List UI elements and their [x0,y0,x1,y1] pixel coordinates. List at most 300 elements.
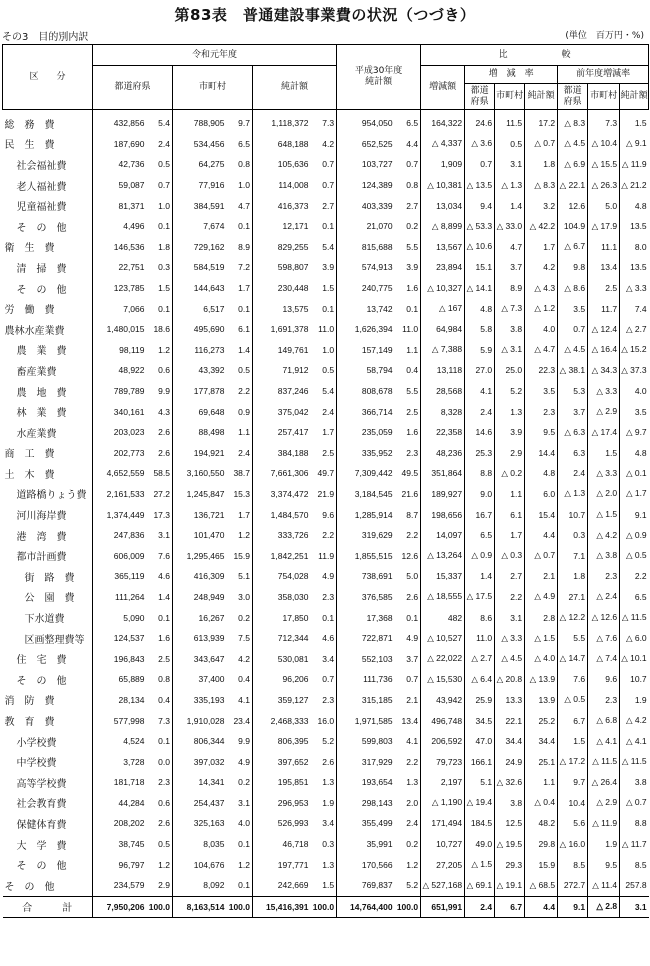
table-cell: △ 2.8 [588,896,620,918]
table-cell: △ 15.2 [620,340,649,361]
row-label: 社会福祉費 [16,160,67,172]
table-cell: 335,193 [173,690,227,711]
table-cell: 7.3 [588,110,620,134]
header-prefecture: 都道府県 [93,66,173,110]
table-cell: 21.6 [401,488,419,499]
table-cell: 0.4 [158,694,170,705]
table-cell: △ 13.9 [525,669,558,690]
table-cell: 111,736 [337,669,395,690]
table-cell: 5.2 [322,736,335,747]
table-cell: 7,309,442 [337,463,395,484]
table-cell: 38,745 [93,834,147,855]
table-cell: 1.2 [158,859,170,870]
table-cell: 3.4 [322,818,335,829]
table-row [3,545,649,566]
row-label: 総 務 費 [4,119,55,131]
table-row [3,381,649,402]
table-cell: 3.1 [238,797,250,808]
header-sub-muni-prev: 市町村 [588,84,620,110]
table-cell: 247,836 [93,525,147,546]
table-cell: 0.9 [238,406,250,417]
table-cell: 954,050 [337,110,395,134]
row-label: そ の 他 [16,284,67,296]
table-cell: 5.2 [495,381,525,402]
table-cell: △ 4.1 [620,731,649,752]
table-cell: 164,322 [421,110,465,134]
table-cell: 4.2 [525,257,558,278]
table-cell: 3.7 [406,653,419,664]
table-cell: 2.3 [406,447,419,458]
table-cell: △ 1.5 [465,854,495,875]
table-cell: 3.2 [525,195,558,216]
table-cell: △ 17.2 [558,751,588,772]
table-cell: 16,267 [173,607,227,628]
table-cell: △ 0.3 [495,545,525,566]
table-cell: 0.3 [322,839,335,850]
table-cell: △ 8,899 [421,216,465,237]
table-cell: △ 68.5 [525,875,558,896]
table-cell: △ 15.5 [588,154,620,175]
table-cell: 729,162 [173,237,227,258]
table-cell: 0.5 [158,839,170,850]
table-cell: △ 22.1 [558,175,588,196]
table-cell: 1.7 [495,525,525,546]
table-cell: 0.7 [322,674,335,685]
table-cell: 13,575 [253,298,311,319]
table-cell: 10.7 [620,669,649,690]
table-cell: 17.3 [153,509,170,520]
table-cell: 1.3 [406,777,419,788]
table-cell: 170,566 [337,854,395,875]
header-change-rate: 増 減 率 [465,66,558,84]
table-cell: 7.6 [158,550,170,561]
table-cell: 100.0 [311,896,337,918]
table-cell: △ 12.2 [558,607,588,628]
table-cell: 4.2 [238,653,250,664]
table-cell: △ 18,555 [421,587,465,608]
table-cell: △ 2.9 [588,401,620,422]
table-cell: 3.5 [525,381,558,402]
table-cell: 0.8 [158,674,170,685]
table-cell: 12.6 [401,550,419,561]
table-row [3,237,649,258]
table-cell: △ 53.3 [465,216,495,237]
table-cell: 11.0 [318,324,335,335]
table-cell: 9.1 [558,896,588,918]
table-cell: 4,652,559 [93,463,147,484]
table-cell: 104,676 [173,854,227,875]
table-cell: 808,678 [337,381,395,402]
table-cell: 1.5 [322,880,335,891]
table-cell: 4,496 [93,216,147,237]
table-cell: 1.7 [238,509,250,520]
table-cell: 5.0 [588,195,620,216]
table-cell: △ 6.7 [558,237,588,258]
table-cell: 7.4 [620,298,649,319]
table-cell: 1,484,570 [253,504,311,525]
table-cell: 27,205 [421,854,465,875]
table-cell: △ 0.5 [558,690,588,711]
table-cell: 1.6 [158,633,170,644]
row-label: 土 木 費 [4,469,55,481]
table-cell: 234,579 [93,875,147,896]
table-cell: 114,008 [253,175,311,196]
page-title: 第83表 普通建設事業費の状況（つづき） [174,6,476,24]
table-cell: 248,949 [173,587,227,608]
table-cell: 1,295,465 [173,545,227,566]
table-cell: 5.8 [465,319,495,340]
row-label: 労 働 費 [4,305,55,317]
table-cell: 0.8 [238,159,250,170]
table-cell: 2.4 [158,138,170,149]
table-cell: 6.1 [238,324,250,335]
table-cell: 77,916 [173,175,227,196]
table-cell: 296,953 [253,793,311,814]
table-cell: 2.3 [588,690,620,711]
table-cell: 15.4 [525,504,558,525]
table-row [3,731,649,752]
table-cell: 7.2 [238,262,250,273]
table-cell: 103,727 [337,154,395,175]
row-label: 港 湾 費 [16,531,67,543]
table-cell: 23,894 [421,257,465,278]
table-cell: △ 38.1 [558,360,588,381]
table-cell: △ 2.7 [465,648,495,669]
row-label: 道路橋りょう費 [16,490,87,502]
table-cell: 333,726 [253,525,311,546]
table-cell: 2.5 [322,447,335,458]
table-cell: 2.9 [495,443,525,464]
table-cell: 25.9 [465,690,495,711]
table-cell: 9.4 [465,195,495,216]
table-cell: 2.5 [588,278,620,299]
table-cell: 584,519 [173,257,227,278]
table-cell: 198,656 [421,504,465,525]
table-cell: 1,691,378 [253,319,311,340]
header-sub-pref-prev: 都道 府県 [558,84,588,110]
table-cell: 2,161,533 [93,484,147,505]
table-row [3,340,649,361]
table-cell: 21.9 [317,488,335,499]
table-cell: 375,042 [253,401,311,422]
table-cell: 2.1 [406,694,419,705]
table-cell: 1.5 [588,443,620,464]
table-cell: 365,119 [93,566,147,587]
table-cell: 96,206 [253,669,311,690]
header-prev-change-rate: 前年度増減率 [558,66,649,84]
table-cell: 22,751 [93,257,147,278]
table-cell: 105,636 [253,154,311,175]
table-cell: 6,517 [173,298,227,319]
table-cell: 651,991 [421,896,465,918]
table-cell: 0.5 [158,159,170,170]
row-label: 民 生 費 [4,140,55,152]
table-cell: 1,245,847 [173,484,227,505]
table-cell: △ 16.4 [588,340,620,361]
row-label: 下水道費 [24,614,65,626]
table-cell: 48.2 [525,813,558,834]
table-cell: 4.9 [238,756,250,767]
row-label: 教 育 費 [4,717,55,729]
table-cell: 208,202 [93,813,147,834]
table-cell: △ 42.2 [525,216,558,237]
table-cell: 2.0 [406,797,419,808]
table-cell: 1,909 [421,154,465,175]
table-cell: △ 16.0 [558,834,588,855]
table-cell: 6.1 [495,504,525,525]
table-cell: 28,134 [93,690,147,711]
table-cell: 272.7 [558,875,588,896]
table-cell: 166.1 [465,751,495,772]
table-cell: 4.6 [158,571,170,582]
table-cell: 1.1 [406,344,419,355]
table-cell: △ 7,388 [421,340,465,361]
table-row [3,607,649,628]
row-label: 消 防 費 [4,696,55,708]
table-body [3,110,649,918]
table-cell: 315,185 [337,690,395,711]
table-cell: 64,275 [173,154,227,175]
table-cell: △ 37.3 [620,360,649,381]
table-cell: 13.5 [620,216,649,237]
table-cell: 184.5 [465,813,495,834]
header-sub-pref: 都道 府県 [465,84,495,110]
table-cell: △ 8.3 [525,175,558,196]
table-cell: △ 11.7 [620,834,649,855]
table-row [3,669,649,690]
table-cell: 3.8 [495,793,525,814]
table-cell: 829,255 [253,237,311,258]
table-cell: 3.8 [620,772,649,793]
table-cell: 12,171 [253,216,311,237]
table-cell: 29.8 [525,834,558,855]
table-cell: 257,417 [253,422,311,443]
table-cell: △ 6.8 [588,710,620,731]
table-cell: 5.2 [406,880,419,891]
row-label: そ の 他 [4,881,55,893]
table-cell: △ 0.7 [525,545,558,566]
table-cell: △ 2.7 [620,319,649,340]
table-cell: △ 21.2 [620,175,649,196]
table-cell: 123,785 [93,278,147,299]
table-cell: 2.7 [495,566,525,587]
table-row [3,422,649,443]
table-cell: 1.0 [158,200,170,211]
row-label: 保健体育費 [16,819,67,831]
row-label: 大 学 費 [16,840,67,852]
table-cell: 4.1 [406,736,419,747]
header-category: 区 分 [3,45,93,110]
table-cell: 136,721 [173,504,227,525]
header-heisei: 平成30年度 純計額 [337,45,421,110]
table-cell: 738,691 [337,566,395,587]
table-cell: 22.1 [495,710,525,731]
table-cell: △ 1.5 [588,504,620,525]
table-cell: 0.7 [465,154,495,175]
table-cell: 5.5 [406,386,419,397]
table-cell: 6.5 [238,138,250,149]
table-cell: 189,927 [421,484,465,505]
table-cell: 526,993 [253,813,311,834]
table-cell: 2.2 [406,530,419,541]
table-cell: 0.1 [158,736,170,747]
table-cell: 65,889 [93,669,147,690]
table-cell: 3.1 [495,607,525,628]
table-cell: △ 4.9 [525,587,558,608]
table-cell: 10,727 [421,834,465,855]
table-cell: 4.8 [620,195,649,216]
table-cell: 240,775 [337,278,395,299]
table-cell: 13.9 [525,690,558,711]
table-cell: △ 10.4 [588,134,620,155]
table-cell: 9.5 [588,854,620,875]
table-cell: 101,470 [173,525,227,546]
table-cell: 351,864 [421,463,465,484]
table-cell: 2.6 [158,447,170,458]
table-cell: 1,910,028 [173,710,227,731]
table-cell: △ 3.3 [620,278,649,299]
table-cell: 2.4 [406,818,419,829]
table-cell: △ 2.4 [588,587,620,608]
table-cell: 206,592 [421,731,465,752]
table-cell: 495,690 [173,319,227,340]
table-cell: 9.6 [588,669,620,690]
table-cell: 13,567 [421,237,465,258]
table-cell: 1.1 [495,484,525,505]
table-cell: 8.6 [465,607,495,628]
table-cell: 13,118 [421,360,465,381]
table-cell: 2.2 [495,587,525,608]
table-cell: △ 14.1 [465,278,495,299]
table-cell: 1,971,585 [337,710,395,731]
table-cell: 23.4 [233,715,250,726]
table-cell: 1.7 [238,283,250,294]
table-cell: △ 9.1 [620,134,649,155]
table-cell: △ 19.5 [495,834,525,855]
table-cell: 13,742 [337,298,395,319]
table-cell: 43,942 [421,690,465,711]
table-cell: △ 1.5 [525,628,558,649]
table-cell: 2.6 [158,427,170,438]
table-row [3,690,649,711]
table-cell: 1,626,394 [337,319,395,340]
table-cell: 397,652 [253,751,311,772]
table-cell: 27.1 [558,587,588,608]
table-row [3,298,649,319]
table-cell: 79,723 [421,751,465,772]
table-cell: 0.1 [322,303,335,314]
table-cell: 12.5 [495,813,525,834]
table-cell: 5.9 [465,340,495,361]
table-row [3,504,649,525]
table-cell: 0.7 [322,159,335,170]
table-cell: 0.2 [238,612,250,623]
table-cell: 81,371 [93,195,147,216]
table-cell: 4.0 [238,818,250,829]
table-cell: 49.5 [401,468,419,479]
table-cell: 1,855,515 [337,545,395,566]
table-cell: 1.1 [525,772,558,793]
table-cell: 34.4 [525,731,558,752]
table-cell: 0.2 [406,221,419,232]
table-cell: 8.5 [558,854,588,875]
table-cell: 1.8 [558,566,588,587]
table-cell: 788,905 [173,110,227,134]
table-cell: 3.9 [322,262,335,273]
row-label: そ の 他 [16,222,67,234]
table-cell: 254,437 [173,793,227,814]
table-cell: 1.2 [238,530,250,541]
table-cell: 1.9 [588,834,620,855]
table-cell: 359,127 [253,690,311,711]
table-cell: △ 19.1 [495,875,525,896]
table-cell: 0.7 [158,180,170,191]
table-cell: △ 0.2 [495,463,525,484]
table-cell: 806,344 [173,731,227,752]
table-cell: 0.1 [238,221,250,232]
row-label: 水産業費 [16,428,57,440]
table-cell: △ 4.1 [588,731,620,752]
table-row [3,566,649,587]
table-cell: 5.0 [406,571,419,582]
table-cell: △ 8.6 [558,278,588,299]
table-cell: 48,236 [421,443,465,464]
row-label: 小学校費 [16,737,57,749]
table-cell: 9.0 [465,484,495,505]
table-cell: 15.9 [233,550,250,561]
table-cell: 8,092 [173,875,227,896]
table-row [3,813,649,834]
table-cell: △ 4.7 [525,340,558,361]
table-cell: △ 2.0 [588,484,620,505]
table-cell: 25.0 [495,360,525,381]
table-cell: 6.7 [558,710,588,731]
table-cell: 98,119 [93,340,147,361]
table-cell: 3.9 [406,262,419,273]
table-cell: 2.2 [406,756,419,767]
table-cell: 47.0 [465,731,495,752]
table-cell: 1.2 [238,859,250,870]
table-cell: 34.5 [465,710,495,731]
table-cell: 0.2 [238,777,250,788]
table-cell: 432,856 [93,110,147,134]
table-cell: 769,837 [337,875,395,896]
table-cell: 2.4 [322,406,335,417]
table-cell: △ 26.4 [588,772,620,793]
table-cell: 482 [421,607,465,628]
table-cell: 9.5 [525,422,558,443]
row-label: 中学校費 [16,758,57,770]
table-cell: 8.5 [620,854,649,875]
table-cell: 7.3 [322,118,335,129]
table-cell: 0.7 [406,674,419,685]
table-cell: △ 11.4 [588,875,620,896]
table-cell: 196,843 [93,648,147,669]
table-cell: △ 4.5 [558,340,588,361]
table-cell: 11.5 [495,110,525,134]
table-cell: 0.8 [406,180,419,191]
table-cell: 598,807 [253,257,311,278]
table-cell: △ 4.0 [525,648,558,669]
table-cell: 0.1 [238,880,250,891]
table-cell: 11.9 [318,550,335,561]
table-cell: △ 7.6 [588,628,620,649]
table-cell: 1.4 [465,566,495,587]
table-cell: 2.3 [158,777,170,788]
table-cell: 0.5 [238,365,250,376]
table-cell: △ 11.9 [588,813,620,834]
table-cell: △ 33.0 [495,216,525,237]
